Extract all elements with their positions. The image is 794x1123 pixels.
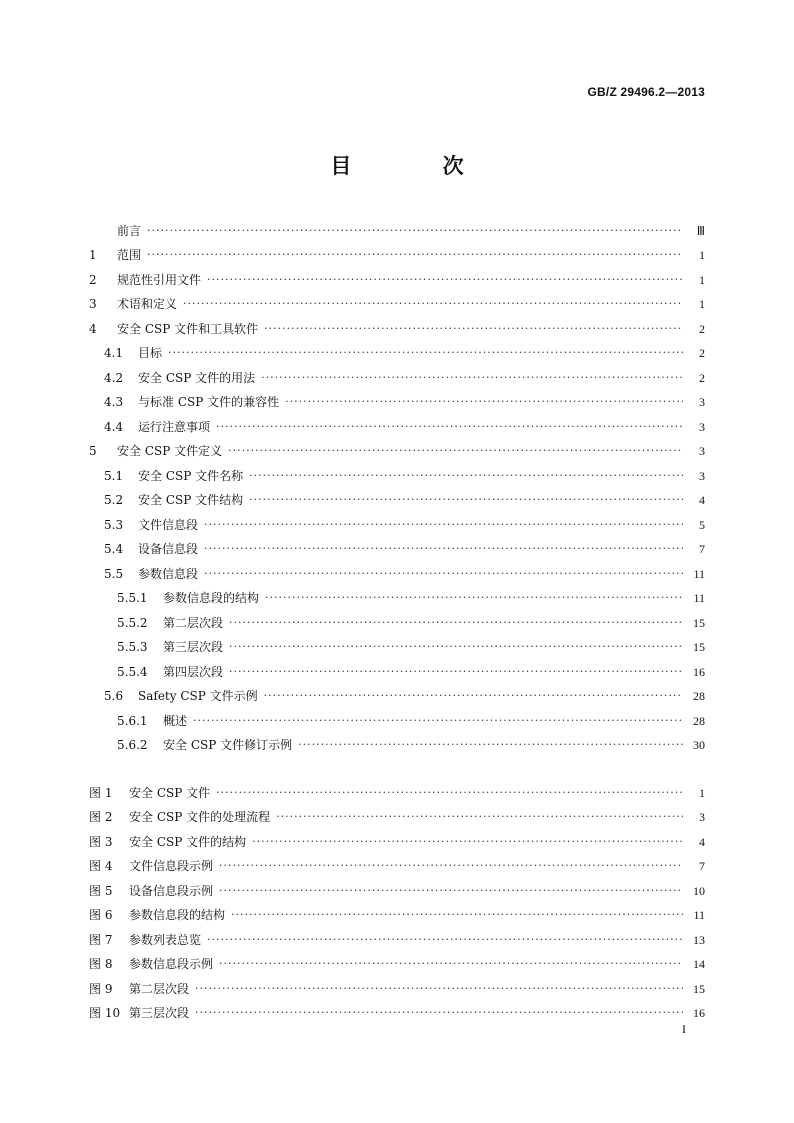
toc-page-number: 3 [699, 395, 705, 409]
toc-entry[interactable] [89, 680, 705, 705]
dot-leader [204, 566, 683, 582]
toc-entry-number: 3 [89, 297, 97, 311]
dot-leader [193, 713, 683, 729]
figure-entry[interactable] [89, 997, 705, 1022]
dot-leader [249, 492, 683, 508]
dot-leader [249, 468, 683, 484]
figure-entry[interactable] [89, 850, 705, 875]
figure-entry[interactable] [89, 874, 705, 899]
toc-page-number: 1 [699, 785, 705, 800]
toc-entry-label: 概述 [163, 713, 188, 728]
toc-entry-label: 安全 CSP 文件名称 [138, 468, 244, 483]
toc-page-number: 2 [699, 370, 705, 385]
toc-page-number: 11 [693, 566, 705, 581]
toc-entry-label: 安全 CSP 文件和工具软件 [117, 321, 259, 336]
figure-entry[interactable] [89, 825, 705, 850]
toc-entry[interactable] [89, 263, 705, 288]
toc-entry-label: 参数信息段 [138, 566, 199, 581]
toc-page-number: 13 [693, 932, 705, 947]
toc-entry-label: 设备信息段 [138, 542, 199, 556]
figure-title: 文件信息段示例 [129, 859, 214, 873]
toc-entry-number: 5.6 [104, 689, 124, 703]
toc-entry-number: 5 [89, 444, 97, 458]
dot-leader [276, 809, 683, 825]
toc-page-number: 16 [693, 664, 705, 679]
toc-entry-label: 安全 CSP 文件定义 [117, 444, 223, 458]
toc-entry[interactable] [89, 288, 705, 313]
toc-entry[interactable] [89, 435, 705, 460]
toc-entry-label: 第二层次段 [163, 615, 224, 630]
toc-entry-label: 范围 [117, 248, 142, 262]
toc-page-number: 3 [699, 444, 705, 458]
toc-entry[interactable] [89, 214, 705, 239]
figure-number: 图 5 [89, 883, 113, 898]
toc-page-number: 4 [699, 493, 705, 507]
dot-leader [216, 419, 683, 435]
dot-leader [207, 932, 683, 948]
toc-entry-number: 5.6.1 [117, 713, 148, 728]
toc-page-number: 1 [699, 297, 705, 311]
toc-entry-number: 5.6.2 [117, 738, 148, 752]
dot-leader [252, 834, 683, 850]
dot-leader [204, 517, 683, 533]
dot-leader [265, 590, 683, 606]
toc-entry[interactable] [89, 484, 705, 509]
toc-entry-number: 1 [89, 248, 97, 262]
toc-page-number: 16 [693, 1006, 705, 1020]
toc-entry[interactable] [89, 386, 705, 411]
dot-leader [147, 223, 683, 239]
figure-title: 参数信息段示例 [129, 957, 214, 971]
figure-entry[interactable] [89, 899, 705, 924]
toc-entry-number: 2 [89, 272, 97, 287]
figure-title: 第二层次段 [129, 981, 190, 996]
toc-page-number: 28 [693, 713, 705, 728]
figure-title: 参数列表总览 [129, 932, 202, 947]
dot-leader [298, 737, 683, 753]
dot-leader [219, 883, 683, 899]
toc-page-number: 14 [693, 957, 705, 971]
dot-leader [264, 321, 683, 337]
figure-number: 图 2 [89, 810, 113, 824]
dot-leader [219, 956, 683, 972]
toc-page-number: 2 [699, 321, 705, 336]
toc-entry[interactable] [89, 508, 705, 533]
figure-number: 图 1 [89, 785, 113, 800]
toc-entry-label: 文件信息段 [138, 517, 199, 532]
figure-entry[interactable] [89, 948, 705, 973]
figure-title: 参数信息段的结构 [129, 908, 226, 922]
toc-page-number: 3 [699, 468, 705, 483]
page-title: 目 次 [330, 154, 506, 178]
toc-list [89, 214, 705, 753]
toc-entry-number: 5.1 [104, 468, 124, 483]
toc-entry[interactable] [89, 239, 705, 264]
toc-entry[interactable] [89, 312, 705, 337]
dot-leader [216, 785, 683, 801]
dot-leader [228, 443, 683, 459]
dot-leader [183, 296, 683, 312]
toc-entry[interactable] [89, 655, 705, 680]
toc-page-number: 3 [699, 419, 705, 434]
toc-entry[interactable] [89, 704, 705, 729]
figure-number: 图 9 [89, 981, 113, 996]
toc-page-number: 15 [693, 981, 705, 996]
dot-leader [204, 541, 683, 557]
toc-entry-label: 运行注意事项 [138, 419, 211, 434]
toc-entry[interactable] [89, 337, 705, 362]
toc-entry-number: 5.5.1 [117, 591, 148, 605]
toc-page-number: 5 [699, 517, 705, 532]
toc-entry-number: 4.2 [104, 370, 124, 385]
toc-page-number: 11 [693, 591, 705, 605]
toc-entry-label: 术语和定义 [117, 297, 178, 311]
toc-entry-number: 5.5.4 [117, 664, 148, 679]
toc-entry[interactable] [89, 631, 705, 656]
toc-entry-label: 与标准 CSP 文件的兼容性 [138, 395, 280, 409]
standard-code: GB/Z 29496.2—2013 [587, 85, 705, 99]
figure-number: 图 3 [89, 834, 113, 849]
toc-page-number: 10 [693, 883, 705, 898]
toc-page-number: 30 [693, 738, 705, 752]
dot-leader [264, 688, 683, 704]
toc-entry[interactable] [89, 729, 705, 754]
toc-entry[interactable] [89, 533, 705, 558]
figure-entry[interactable] [89, 972, 705, 997]
figure-number: 图 7 [89, 932, 113, 947]
figure-number: 图 8 [89, 957, 113, 971]
toc-entry[interactable] [89, 582, 705, 607]
figure-number: 图 6 [89, 908, 113, 922]
toc-page-number: 15 [693, 640, 705, 654]
toc-entry-number: 5.5 [104, 566, 124, 581]
figure-entry[interactable] [89, 801, 705, 826]
toc-page-number: 3 [699, 810, 705, 824]
dot-leader [261, 370, 683, 386]
dot-leader [147, 247, 683, 263]
toc-entry-number: 4.1 [104, 346, 124, 360]
toc-entry-number: 5.3 [104, 517, 124, 532]
toc-entry-number: 5.2 [104, 493, 124, 507]
toc-page-number: 1 [699, 248, 705, 262]
toc-entry-number: 4.3 [104, 395, 124, 409]
figure-number: 图 10 [89, 1006, 121, 1020]
dot-leader [207, 272, 683, 288]
toc-entry-label: 第三层次段 [163, 640, 224, 654]
figure-title: 第三层次段 [129, 1006, 190, 1020]
toc-entry-label: 参数信息段的结构 [163, 591, 260, 605]
toc-entry-label: 目标 [138, 346, 163, 360]
dot-leader [229, 664, 683, 680]
dot-leader [219, 858, 683, 874]
toc-entry[interactable] [89, 557, 705, 582]
figure-entry[interactable] [89, 923, 705, 948]
figure-number: 图 4 [89, 859, 113, 873]
figure-list [89, 776, 705, 1021]
dot-leader [195, 1005, 683, 1021]
toc-page-number: 4 [699, 834, 705, 849]
dot-leader [168, 345, 683, 361]
toc-entry-number: 4.4 [104, 419, 124, 434]
toc-entry[interactable] [89, 410, 705, 435]
toc-entry-label: 安全 CSP 文件修订示例 [163, 738, 293, 752]
toc-page-number: Ⅲ [696, 223, 705, 238]
toc-entry-number: 5.5.2 [117, 615, 148, 630]
toc-entry-label: 安全 CSP 文件的用法 [138, 370, 256, 385]
page-number: I [682, 1022, 686, 1036]
toc-page-number: 11 [693, 908, 705, 922]
toc-entry-number: 4 [89, 321, 97, 336]
toc-page-number: 2 [699, 346, 705, 360]
toc-entry-number: 5.4 [104, 542, 124, 556]
toc-page-number: 7 [699, 859, 705, 873]
dot-leader [195, 981, 683, 997]
toc-entry[interactable] [89, 606, 705, 631]
figure-title: 安全 CSP 文件的处理流程 [129, 810, 271, 824]
toc-entry-label: 第四层次段 [163, 664, 224, 679]
toc-entry[interactable] [89, 361, 705, 386]
toc-page-number: 15 [693, 615, 705, 630]
dot-leader [231, 907, 683, 923]
dot-leader [229, 615, 683, 631]
dot-leader [285, 394, 683, 410]
dot-leader [229, 639, 683, 655]
toc-page-number: 28 [693, 689, 705, 703]
toc-entry-label: 规范性引用文件 [117, 272, 202, 287]
figure-title: 安全 CSP 文件 [129, 785, 211, 800]
toc-entry-number: 5.5.3 [117, 640, 148, 654]
figure-title: 设备信息段示例 [129, 883, 214, 898]
figure-entry[interactable] [89, 776, 705, 801]
toc-entry-label: 安全 CSP 文件结构 [138, 493, 244, 507]
toc-entry[interactable] [89, 459, 705, 484]
toc-page-number: 1 [699, 272, 705, 287]
toc-page-number: 7 [699, 542, 705, 556]
toc-entry-label: Safety CSP 文件示例 [138, 689, 258, 703]
toc-entry-label: 前言 [117, 223, 142, 238]
figure-title: 安全 CSP 文件的结构 [129, 834, 247, 849]
